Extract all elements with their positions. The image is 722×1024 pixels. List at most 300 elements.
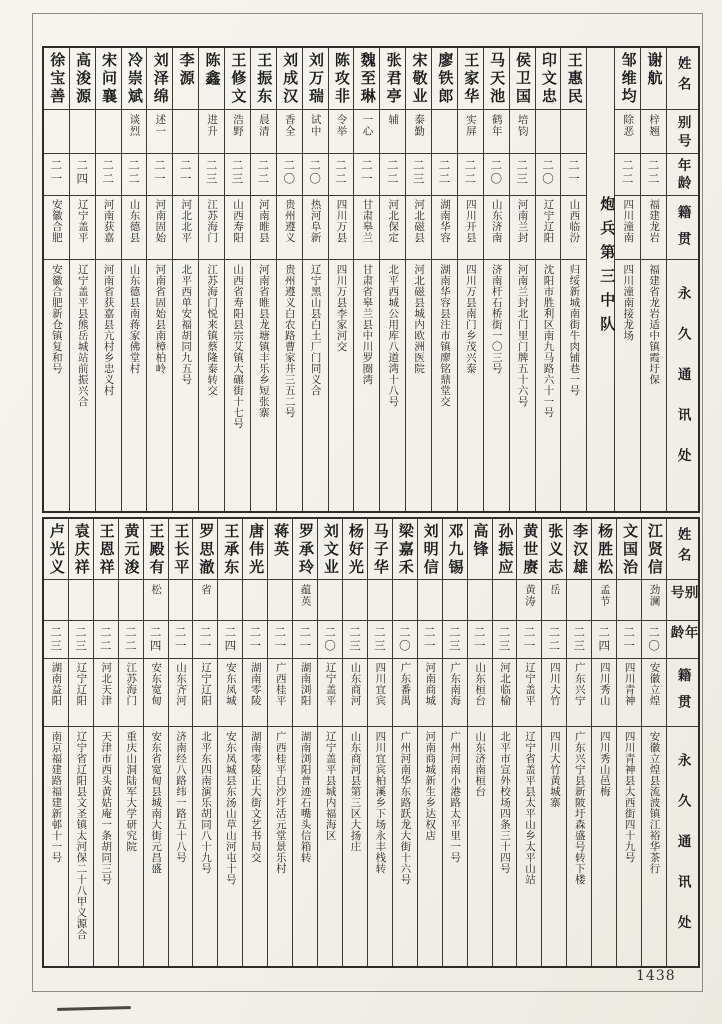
native-cell <box>173 196 198 260</box>
header-native-label <box>667 196 698 260</box>
person-name: 刘成汉 <box>281 52 300 106</box>
age-cell <box>642 621 666 659</box>
name-cell <box>329 48 354 110</box>
name-cell <box>517 519 541 580</box>
alias-cell <box>642 580 666 621</box>
name-cell <box>69 519 93 580</box>
person-native: 四川宜宾 <box>374 662 387 706</box>
person-address: 北平东四南演乐胡同八十九号 <box>199 731 212 874</box>
age-cell <box>293 621 317 659</box>
person-name: 袁庆祥 <box>72 523 91 577</box>
alias-cell <box>615 110 640 154</box>
person-address: 沈阳市胜利区南九马路六十一号 <box>542 264 555 418</box>
address-cell <box>199 260 224 511</box>
person-age: 二一 <box>622 626 637 653</box>
name-cell <box>147 48 172 110</box>
native-cell <box>169 659 193 727</box>
age-cell <box>119 621 143 659</box>
native-cell <box>94 659 118 727</box>
person-age: 二一 <box>566 159 581 186</box>
person-name: 王家华 <box>462 52 481 106</box>
alias-cell <box>510 110 535 154</box>
alias-cell <box>329 110 354 154</box>
address-cell <box>44 727 68 966</box>
person-name: 刘万瑞 <box>306 52 325 106</box>
header-name-label-text: 姓名 <box>674 56 691 97</box>
person-age: 二一 <box>198 626 213 653</box>
address-cell <box>94 727 118 966</box>
person-native: 福建龙岩 <box>648 199 661 243</box>
person-alias: 黄涛 <box>523 584 536 607</box>
address-cell <box>484 260 509 511</box>
person-name: 江贤信 <box>645 523 664 577</box>
person-native: 四川大竹 <box>548 662 561 706</box>
header-age-label <box>667 154 698 196</box>
person-address: 四川秀山邑梅 <box>598 731 611 797</box>
name-cell <box>418 519 442 580</box>
alias-cell <box>199 110 224 154</box>
alias-cell <box>225 110 250 154</box>
alias-cell <box>354 110 379 154</box>
person-age: 二三 <box>447 626 462 653</box>
person-native: 广东兴宁 <box>573 662 586 706</box>
person-address: 山西省寿阳县宗艾镇大碾街十七号 <box>231 264 244 429</box>
age-cell <box>94 621 118 659</box>
alias-cell <box>44 110 69 154</box>
address-cell <box>44 260 69 511</box>
person-column <box>329 48 355 511</box>
person-address: 江苏海门悦来镇蔡隆泰转交 <box>206 264 219 396</box>
age-cell <box>406 154 431 196</box>
person-column <box>277 48 303 511</box>
alias-cell <box>617 580 641 621</box>
alias-cell <box>641 110 666 154</box>
name-cell <box>484 48 509 110</box>
person-age: 二四 <box>223 626 238 653</box>
person-address: 河南省固始县南樟柏岭 <box>154 264 167 374</box>
age-cell <box>468 621 492 659</box>
person-address: 辽宁盖平县城内福海区 <box>324 731 337 841</box>
age-cell <box>567 621 591 659</box>
header-name-label <box>667 519 698 580</box>
native-cell <box>443 659 467 727</box>
native-cell <box>303 196 328 260</box>
person-column <box>199 48 225 511</box>
native-cell <box>44 196 69 260</box>
person-column <box>617 519 642 966</box>
person-name: 王恩祥 <box>97 523 116 577</box>
native-cell <box>329 196 354 260</box>
person-column <box>418 519 443 966</box>
person-column <box>44 519 69 966</box>
native-cell <box>561 196 586 260</box>
alias-cell <box>406 110 431 154</box>
person-age: 二二 <box>101 159 116 186</box>
person-column <box>354 48 380 511</box>
native-cell <box>617 659 641 727</box>
person-age: 二一 <box>273 626 288 653</box>
person-address: 南京福建路福建新邨十一号 <box>50 731 63 863</box>
stray-ink-mark <box>57 1006 131 1011</box>
native-cell <box>70 196 95 260</box>
native-cell <box>642 659 666 727</box>
person-address: 湖南华容县注市镇廖铭鼎堂交 <box>438 264 451 407</box>
address-cell <box>380 260 405 511</box>
age-cell <box>96 154 121 196</box>
person-alias: 谈烈 <box>128 114 141 137</box>
person-name: 杨胜松 <box>596 523 615 577</box>
person-address: 辽宁盖平县熊岳城站前振兴合 <box>76 264 89 407</box>
address-cell <box>493 727 517 966</box>
person-age: 二二 <box>333 159 348 186</box>
person-name: 马天池 <box>488 52 507 106</box>
address-cell <box>458 260 483 511</box>
person-name: 刘文业 <box>321 523 340 577</box>
person-column <box>567 519 592 966</box>
native-cell <box>380 196 405 260</box>
address-cell <box>225 260 250 511</box>
person-name: 李源 <box>177 52 196 88</box>
person-address: 四川大竹黄城寨 <box>548 731 561 808</box>
native-cell <box>268 659 292 727</box>
native-cell <box>517 659 541 727</box>
person-address: 北平西城公用库八道湾十八号 <box>387 264 400 407</box>
age-cell <box>561 154 586 196</box>
age-cell <box>70 154 95 196</box>
name-cell <box>393 519 417 580</box>
header-name-label-text: 姓名 <box>674 527 691 568</box>
age-cell <box>380 154 405 196</box>
person-age: 二二 <box>126 159 141 186</box>
name-cell <box>96 48 121 110</box>
person-column <box>96 48 122 511</box>
age-cell <box>243 621 267 659</box>
name-cell <box>510 48 535 110</box>
native-cell <box>368 659 392 727</box>
person-column <box>517 519 542 966</box>
person-alias: 梓翘 <box>648 114 661 137</box>
native-cell <box>193 659 217 727</box>
age-cell <box>510 154 535 196</box>
person-column <box>406 48 432 511</box>
header-address-label <box>667 260 698 511</box>
person-name: 唐伟光 <box>247 523 266 577</box>
native-cell <box>567 659 591 727</box>
header-alias-label <box>667 110 698 154</box>
address-cell <box>343 727 367 966</box>
alias-cell <box>303 110 328 154</box>
address-cell <box>418 727 442 966</box>
name-cell <box>70 48 95 110</box>
alias-cell <box>561 110 586 154</box>
name-cell <box>144 519 168 580</box>
person-name: 宋问襄 <box>99 52 118 106</box>
age-cell <box>418 621 442 659</box>
person-column <box>493 519 518 966</box>
age-cell <box>144 621 168 659</box>
page-number: 1438 <box>636 968 676 984</box>
person-age: 二〇 <box>397 626 412 653</box>
person-column <box>293 519 318 966</box>
person-address: 辽宁省盖平县太平山乡太平山站 <box>523 731 536 885</box>
person-alias: 进升 <box>206 114 219 137</box>
person-native: 湖南浏阳 <box>299 662 312 706</box>
name-cell <box>303 48 328 110</box>
name-cell <box>218 519 242 580</box>
person-column <box>268 519 293 966</box>
person-alias: 令举 <box>335 114 348 137</box>
address-cell <box>318 727 342 966</box>
person-native: 山西寿阳 <box>231 199 244 243</box>
person-address: 安东省宽甸县城南大街元昌盛 <box>150 731 163 874</box>
person-native: 四川开县 <box>464 199 477 243</box>
person-address: 河南兰封北门里门牌五十六号 <box>516 264 529 407</box>
person-address: 归绥新城南街牛肉铺巷一号 <box>568 264 581 396</box>
person-name: 蒋英 <box>272 523 291 559</box>
age-cell <box>318 621 342 659</box>
address-cell <box>193 727 217 966</box>
person-native: 安东宽甸 <box>150 662 163 706</box>
name-cell <box>268 519 292 580</box>
person-name: 黄世赓 <box>521 523 540 577</box>
address-cell <box>592 727 616 966</box>
person-column <box>119 519 144 966</box>
person-native: 贵州遵义 <box>283 199 296 243</box>
unit-title-column <box>587 48 615 511</box>
person-age: 二〇 <box>282 159 297 186</box>
address-cell <box>354 260 379 511</box>
native-cell <box>493 659 517 727</box>
alias-cell <box>251 110 276 154</box>
age-cell <box>343 621 367 659</box>
name-cell <box>592 519 616 580</box>
person-name: 张义志 <box>546 523 565 577</box>
native-cell <box>144 659 168 727</box>
name-cell <box>243 519 267 580</box>
person-age: 二〇 <box>489 159 504 186</box>
person-age: 二四 <box>148 626 163 653</box>
person-age: 二三 <box>230 159 245 186</box>
person-name: 徐宝善 <box>48 52 67 106</box>
person-age: 二二 <box>646 159 661 186</box>
address-cell <box>243 727 267 966</box>
person-native: 广西桂平 <box>274 662 287 706</box>
person-name: 黄元浚 <box>122 523 141 577</box>
person-alias: 孟节 <box>598 584 611 607</box>
person-alias: 泰勤 <box>413 114 426 137</box>
age-cell <box>303 154 328 196</box>
person-address: 广州河南华东路跃龙大街十六号 <box>399 731 412 885</box>
person-alias: 松 <box>150 584 163 596</box>
address-cell <box>468 727 492 966</box>
age-cell <box>536 154 561 196</box>
person-name: 卢光义 <box>47 523 66 577</box>
person-age: 二二 <box>385 159 400 186</box>
name-cell <box>119 519 143 580</box>
alias-cell <box>493 580 517 621</box>
person-name: 谢航 <box>645 52 664 88</box>
person-native: 热河阜新 <box>309 199 322 243</box>
native-cell <box>484 196 509 260</box>
person-alias: 蕴英 <box>299 584 312 607</box>
age-cell <box>147 154 172 196</box>
alias-cell <box>368 580 392 621</box>
age-cell <box>542 621 566 659</box>
alias-cell <box>318 580 342 621</box>
address-cell <box>293 727 317 966</box>
person-age: 二四 <box>597 626 612 653</box>
person-age: 二二 <box>620 159 635 186</box>
person-native: 河北北平 <box>180 199 193 243</box>
person-age: 二三 <box>348 626 362 653</box>
person-native: 江苏海门 <box>125 662 138 706</box>
person-column <box>147 48 173 511</box>
name-cell <box>567 519 591 580</box>
header-age-label-text: 年龄 <box>667 625 698 643</box>
name-cell <box>406 48 431 110</box>
person-alias: 劲澜 <box>648 584 661 607</box>
address-cell <box>510 260 535 511</box>
person-address: 甘肃省皋兰县中川罗圈湾 <box>361 264 374 385</box>
person-native: 湖南零陵 <box>249 662 262 706</box>
person-name: 罗思澈 <box>197 523 216 577</box>
name-cell <box>642 519 666 580</box>
alias-cell <box>119 580 143 621</box>
address-cell <box>642 727 666 966</box>
person-native: 江苏海门 <box>206 199 219 243</box>
person-age: 二〇 <box>647 626 662 653</box>
address-cell <box>517 727 541 966</box>
person-name: 侯卫国 <box>513 52 532 106</box>
person-name: 梁嘉禾 <box>396 523 415 577</box>
age-cell <box>493 621 517 659</box>
native-cell <box>468 659 492 727</box>
person-column <box>69 519 94 966</box>
age-cell <box>592 621 616 659</box>
person-address: 四川宜宾柏溪乡下场永丰栈转 <box>374 731 387 874</box>
name-cell <box>641 48 666 110</box>
person-native: 山东济南 <box>490 199 503 243</box>
address-cell <box>173 260 198 511</box>
native-cell <box>318 659 342 727</box>
person-address: 北平市宣外校场四条三十四号 <box>499 731 512 874</box>
header-native-label-text: 籍贯 <box>674 205 691 258</box>
person-alias: 除恶 <box>622 114 635 137</box>
age-cell <box>173 154 198 196</box>
person-column <box>122 48 148 511</box>
alias-cell <box>243 580 267 621</box>
person-address: 安东凤城县东汤山草山河屯十号 <box>224 731 237 885</box>
alias-cell <box>536 110 561 154</box>
alias-cell <box>268 580 292 621</box>
person-address: 福建省龙岩适中镇霞圩保 <box>648 264 661 385</box>
address-cell <box>406 260 431 511</box>
native-cell <box>393 659 417 727</box>
name-cell <box>443 519 467 580</box>
address-cell <box>96 260 121 511</box>
alias-cell <box>147 110 172 154</box>
age-cell <box>368 621 392 659</box>
person-native: 安徽合肥 <box>50 199 63 243</box>
name-cell <box>432 48 457 110</box>
person-native: 广东番禺 <box>399 662 412 706</box>
person-native: 辽宁盖平 <box>523 662 536 706</box>
name-cell <box>536 48 561 110</box>
alias-cell <box>418 580 442 621</box>
header-address-label-text: 永久通讯处 <box>674 286 691 489</box>
alias-cell <box>144 580 168 621</box>
age-cell <box>432 154 457 196</box>
person-column <box>510 48 536 511</box>
address-cell <box>144 727 168 966</box>
person-name: 廖铁郎 <box>436 52 455 106</box>
address-cell <box>432 260 457 511</box>
native-cell <box>354 196 379 260</box>
person-column <box>615 48 641 511</box>
person-address: 辽宁省辽阳县文圣镇太河保二十八甲义源合 <box>75 731 88 940</box>
person-column <box>536 48 562 511</box>
person-native: 辽宁辽阳 <box>542 199 555 243</box>
person-address: 四川万县李家河交 <box>335 264 348 352</box>
native-cell <box>418 659 442 727</box>
person-native: 辽宁盖平 <box>76 199 89 243</box>
person-address: 四川万县南门乡茂兴泰 <box>464 264 477 374</box>
name-cell <box>122 48 147 110</box>
name-cell <box>251 48 276 110</box>
person-address: 四川青神县大西街四十九号 <box>623 731 636 863</box>
address-cell <box>251 260 276 511</box>
alias-cell <box>432 110 457 154</box>
age-cell <box>193 621 217 659</box>
person-native: 辽宁辽阳 <box>75 662 88 706</box>
name-cell <box>94 519 118 580</box>
age-cell <box>199 154 224 196</box>
age-cell <box>69 621 93 659</box>
person-name: 张君亭 <box>384 52 403 106</box>
alias-cell <box>94 580 118 621</box>
age-cell <box>617 621 641 659</box>
person-native: 山东桓台 <box>474 662 487 706</box>
native-cell <box>536 196 561 260</box>
person-native: 山东齐河 <box>175 662 188 706</box>
person-native: 河南商城 <box>424 662 437 706</box>
alias-cell <box>169 580 193 621</box>
person-address: 辽宁黑山县白土厂门同义合 <box>309 264 322 396</box>
native-cell <box>406 196 431 260</box>
person-column <box>193 519 218 966</box>
person-native: 湖南益阳 <box>50 662 63 706</box>
person-column <box>561 48 587 511</box>
name-cell <box>615 48 640 110</box>
address-cell <box>368 727 392 966</box>
person-column <box>44 48 70 511</box>
name-cell <box>199 48 224 110</box>
header-column <box>667 48 698 511</box>
age-cell <box>122 154 147 196</box>
person-age: 二〇 <box>540 159 555 186</box>
age-cell <box>268 621 292 659</box>
alias-cell <box>69 580 93 621</box>
age-cell <box>218 621 242 659</box>
name-cell <box>44 48 69 110</box>
person-native: 广东南海 <box>449 662 462 706</box>
address-cell <box>122 260 147 511</box>
person-name: 王修文 <box>229 52 248 106</box>
alias-cell <box>218 580 242 621</box>
person-column <box>380 48 406 511</box>
alias-cell <box>343 580 367 621</box>
person-address: 湖南浏阳普迹石嘴头信箱转 <box>299 731 312 863</box>
